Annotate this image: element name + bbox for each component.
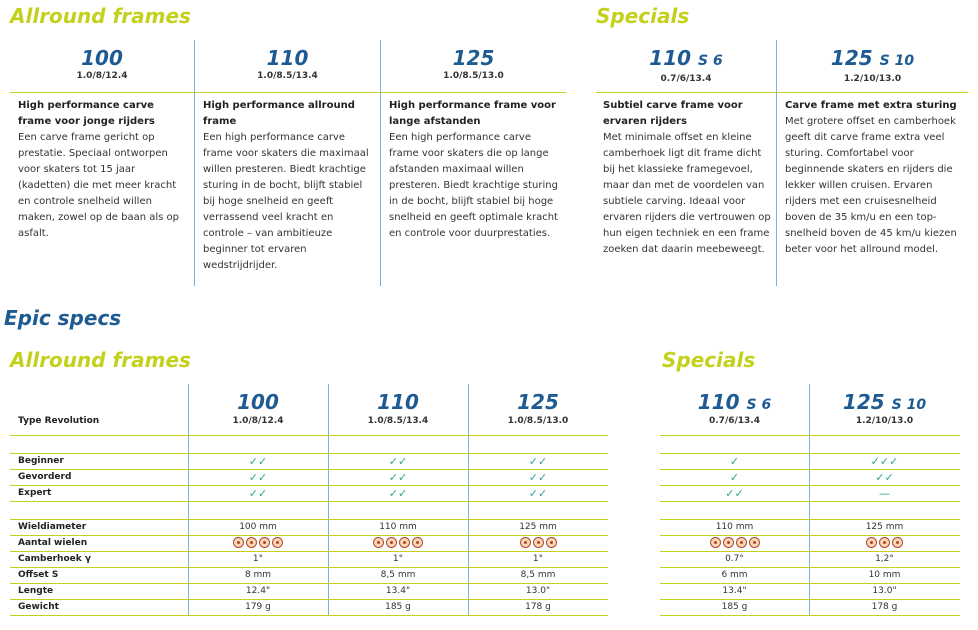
cell-value: 13.4" xyxy=(385,586,411,596)
table-cell xyxy=(660,455,809,468)
row-label: Camberhoek γ xyxy=(18,554,91,564)
table-cell xyxy=(188,602,328,612)
cell-value: 110 mm xyxy=(715,522,754,532)
wheel-count-cell xyxy=(328,537,468,548)
frame-description-110 xyxy=(203,98,371,274)
check-marks: ✓✓ xyxy=(388,487,408,500)
table-row-divider xyxy=(10,453,608,454)
table-spec-125: 1.0/8.5/13.0 xyxy=(507,416,569,426)
table-cell xyxy=(468,586,608,596)
description-heading: Subtiel carve frame voor ervaren rijders xyxy=(603,100,743,127)
description-text: Een high performance carve frame voor skaters die op lange afstanden maximaal willen presteren. Biedt krachtige sturing in de bocht, blijft stabiel bij hoge snelheid en geeft optimale kracht en controle voor duurprestaties. xyxy=(389,132,558,239)
row-label: Aantal wielen xyxy=(18,538,88,548)
model-number: 110 xyxy=(697,390,740,414)
table-row-divider xyxy=(660,435,960,436)
frame-description-100 xyxy=(18,98,188,242)
check-marks: ✓✓ xyxy=(248,487,268,500)
table-row-divider xyxy=(660,519,960,520)
table-spec-110-s6: 0.7/6/13.4 xyxy=(709,416,760,426)
table-model-125 xyxy=(468,390,608,414)
table-cell xyxy=(328,487,468,500)
wheel-icon xyxy=(723,537,734,548)
table-cell xyxy=(809,602,960,612)
wheel-icon xyxy=(373,537,384,548)
description-text: Met grotere offset en camberhoek geeft dit carve frame extra veel sturing. Comfortabel voor beginnende skaters en rijders die lekker willen cruisen. Ervaren rijders met een cruisesnelheid boven de 35 km/u en een top-snelheid boven de 45 km/u kiezen beter voor het allround model. xyxy=(785,116,957,255)
table-cell xyxy=(809,487,960,500)
table-model-110-s6 xyxy=(660,390,809,414)
model-suffix: S 6 xyxy=(746,397,772,413)
table-row-divider xyxy=(10,485,608,486)
table-cell xyxy=(328,554,468,564)
frame-description-125 xyxy=(389,98,561,242)
model-number: 125 xyxy=(830,46,873,70)
top-divider-allround xyxy=(10,92,566,93)
check-marks: ✓✓ xyxy=(388,455,408,468)
check-marks: ✓ xyxy=(729,455,740,468)
check-marks: ✓✓ xyxy=(528,455,548,468)
table-row-divider xyxy=(10,435,608,436)
model-spec: 1.0/8/12.4 xyxy=(76,71,128,81)
wheel-count-cell xyxy=(468,537,608,548)
table-row-divider xyxy=(10,469,608,470)
table-cell xyxy=(328,455,468,468)
table-cell xyxy=(809,471,960,484)
epic-specials-title: Specials xyxy=(662,348,756,372)
description-heading: High performance frame voor lange afstanden xyxy=(389,100,556,127)
table-cell xyxy=(188,586,328,596)
description-text: Een high performance carve frame voor skaters die maximaal willen presteren. Biedt krachtige sturing in de bocht, blijft stabiel bij hoge snelheid en geeft verrassend veel kracht en controle – van ambitieuze beginner tot ervaren wedstrijdrijder. xyxy=(203,132,369,271)
table-cell xyxy=(188,455,328,468)
table-cell xyxy=(809,554,960,564)
table-row-divider xyxy=(10,567,608,568)
model-suffix: S 10 xyxy=(879,53,915,69)
check-marks: ✓✓ xyxy=(725,487,744,500)
model-number: 100 xyxy=(81,46,123,70)
cell-value: 13.4" xyxy=(722,586,747,596)
table-row-divider xyxy=(660,453,960,454)
cell-value: 6 mm xyxy=(721,570,748,580)
row-label: Wieldiameter xyxy=(18,522,87,532)
cell-value: 8 mm xyxy=(244,570,272,580)
table-cell xyxy=(809,522,960,532)
wheel-icon xyxy=(533,537,544,548)
row-label: Gevorderd xyxy=(18,472,72,482)
model-number: 110 xyxy=(377,390,419,414)
table-cell xyxy=(660,586,809,596)
table-cell xyxy=(328,522,468,532)
table-cell xyxy=(660,487,809,500)
model-spec: 1.2/10/13.0 xyxy=(843,74,902,84)
frame-header-110 xyxy=(195,40,380,81)
table-cell xyxy=(468,554,608,564)
table-spec-125-s10: 1.2/10/13.0 xyxy=(855,416,914,426)
row-label: Gewicht xyxy=(18,602,59,612)
epic-allround-title: Allround frames xyxy=(10,348,191,372)
wheel-count-cell xyxy=(809,537,960,548)
cell-value: 125 mm xyxy=(519,522,557,532)
table-cell xyxy=(328,602,468,612)
wheel-icon xyxy=(233,537,244,548)
table-spec-110: 1.0/8.5/13.4 xyxy=(367,416,429,426)
model-number: 110 xyxy=(266,46,309,70)
epic-specs-title: Epic specs xyxy=(4,306,122,330)
check-marks: ✓✓ xyxy=(388,471,408,484)
table-model-100 xyxy=(188,390,328,414)
check-marks: ✓✓ xyxy=(248,471,268,484)
wheel-icon xyxy=(879,537,890,548)
cell-value: 178 g xyxy=(871,602,898,612)
cell-value: 178 g xyxy=(525,602,551,612)
wheel-count-cell xyxy=(188,537,328,548)
frame-header-100 xyxy=(10,40,194,81)
description-text: Een carve frame gericht op prestatie. Speciaal ontworpen voor skaters tot 15 jaar (kadetten) die met meer kracht en controle snelheid willen maken, zowel op de baan als op asfalt. xyxy=(18,132,180,239)
model-suffix: S 10 xyxy=(891,397,927,413)
table-cell xyxy=(468,487,608,500)
check-marks: ✓✓ xyxy=(248,455,268,468)
table-cell xyxy=(660,522,809,532)
table-cell xyxy=(188,487,328,500)
table-cell xyxy=(328,570,468,580)
cell-value: 110 mm xyxy=(379,522,417,532)
table-cell xyxy=(660,471,809,484)
wheel-icon xyxy=(710,537,721,548)
description-heading: Carve frame met extra sturing xyxy=(785,100,957,111)
cell-value: 1,2° xyxy=(875,554,894,564)
table-cell xyxy=(188,522,328,532)
frame-header-125 xyxy=(381,40,566,81)
frame-description-110-s6 xyxy=(603,98,774,258)
table-cell xyxy=(660,602,809,612)
table-cell xyxy=(809,586,960,596)
cell-value: 185 g xyxy=(721,602,748,612)
row-label: Beginner xyxy=(18,456,64,466)
table-row-divider xyxy=(660,469,960,470)
table-cell xyxy=(328,586,468,596)
check-marks: ✓✓ xyxy=(528,471,548,484)
description-heading: High performance allround frame xyxy=(203,100,355,127)
wheel-icon xyxy=(399,537,410,548)
table-cell xyxy=(468,471,608,484)
table-row-divider xyxy=(10,583,608,584)
table-cell xyxy=(468,455,608,468)
description-heading: High performance carve frame voor jonge rijders xyxy=(18,100,155,127)
table-cell xyxy=(660,554,809,564)
check-marks: ✓ xyxy=(729,471,740,484)
table-row-divider xyxy=(660,599,960,600)
table-row-divider xyxy=(660,567,960,568)
row-label: Expert xyxy=(18,488,52,498)
wheel-icon xyxy=(386,537,397,548)
model-spec: 0.7/6/13.4 xyxy=(660,74,712,84)
cell-value: 8,5 mm xyxy=(520,570,556,580)
cell-value: 1° xyxy=(252,554,264,564)
table-cell xyxy=(468,570,608,580)
model-number: 125 xyxy=(517,390,559,414)
table-cell xyxy=(809,455,960,468)
wheel-icon xyxy=(259,537,270,548)
frame-header-110-s6 xyxy=(596,40,776,84)
cell-value: 10 mm xyxy=(868,570,901,580)
row-label: Offset S xyxy=(18,570,59,580)
table-cell xyxy=(188,570,328,580)
cell-value: 13.0" xyxy=(872,586,897,596)
table-row-divider xyxy=(660,583,960,584)
cell-value: 13.0" xyxy=(525,586,551,596)
table-row-divider xyxy=(660,485,960,486)
wheel-icon xyxy=(412,537,423,548)
model-spec: 1.0/8.5/13.0 xyxy=(443,71,504,81)
table-row-divider xyxy=(10,551,608,552)
check-marks: ✓✓ xyxy=(875,471,894,484)
table-row-divider xyxy=(660,551,960,552)
model-number: 100 xyxy=(237,390,279,414)
wheel-count-cell xyxy=(660,537,809,548)
allround-frames-title: Allround frames xyxy=(10,4,191,28)
cell-value: 185 g xyxy=(385,602,411,612)
table-cell xyxy=(188,554,328,564)
table-cell xyxy=(328,471,468,484)
model-number: 125 xyxy=(842,390,885,414)
wheel-icon xyxy=(272,537,283,548)
wheel-icon xyxy=(866,537,877,548)
table-row-divider xyxy=(660,501,960,502)
cell-value: 1° xyxy=(392,554,404,564)
row-label: Lengte xyxy=(18,586,54,596)
specials-title: Specials xyxy=(596,4,690,28)
table-cell xyxy=(809,570,960,580)
frame-header-125-s10 xyxy=(777,40,968,84)
table-row-divider xyxy=(660,615,960,616)
cell-value: 12.4" xyxy=(245,586,271,596)
cell-value: 8,5 mm xyxy=(380,570,416,580)
table-model-125-s10 xyxy=(809,390,960,414)
frame-description-125-s10 xyxy=(785,98,961,258)
cell-value: 0.7° xyxy=(725,554,744,564)
table-model-110 xyxy=(328,390,468,414)
model-number: 125 xyxy=(452,46,495,70)
table-spec-100: 1.0/8/12.4 xyxy=(232,416,284,426)
wheel-icon xyxy=(749,537,760,548)
check-marks: — xyxy=(879,487,890,500)
cell-value: 179 g xyxy=(245,602,271,612)
table-row-divider xyxy=(10,519,608,520)
table-row-divider xyxy=(10,535,608,536)
top-divider-specials xyxy=(596,92,968,93)
wheel-icon xyxy=(546,537,557,548)
cell-value: 1° xyxy=(532,554,544,564)
wheel-icon xyxy=(736,537,747,548)
wheel-icon xyxy=(246,537,257,548)
cell-value: 100 mm xyxy=(239,522,277,532)
table-row-divider xyxy=(10,501,608,502)
table-row-divider xyxy=(10,615,608,616)
table-row-divider xyxy=(660,535,960,536)
type-revolution-label: Type Revolution xyxy=(18,416,100,426)
table-cell xyxy=(468,522,608,532)
table-cell xyxy=(468,602,608,612)
description-text: Met minimale offset en kleine camberhoek ligt dit frame dicht bij het klassieke framegevoel, maar dan met de voordelen van subtiele carving. Ideaal voor ervaren rijders die vertrouwen op hun eigen techniek en een frame zoeken dat daarin meebeweegt. xyxy=(603,132,771,255)
model-number: 110 xyxy=(649,46,692,70)
table-row-divider xyxy=(10,599,608,600)
wheel-icon xyxy=(892,537,903,548)
check-marks: ✓✓✓ xyxy=(870,455,899,468)
table-cell xyxy=(660,570,809,580)
model-spec: 1.0/8.5/13.4 xyxy=(257,71,318,81)
wheel-icon xyxy=(520,537,531,548)
check-marks: ✓✓ xyxy=(528,487,548,500)
table-cell xyxy=(188,471,328,484)
model-suffix: S 6 xyxy=(698,53,723,69)
cell-value: 125 mm xyxy=(865,522,904,532)
